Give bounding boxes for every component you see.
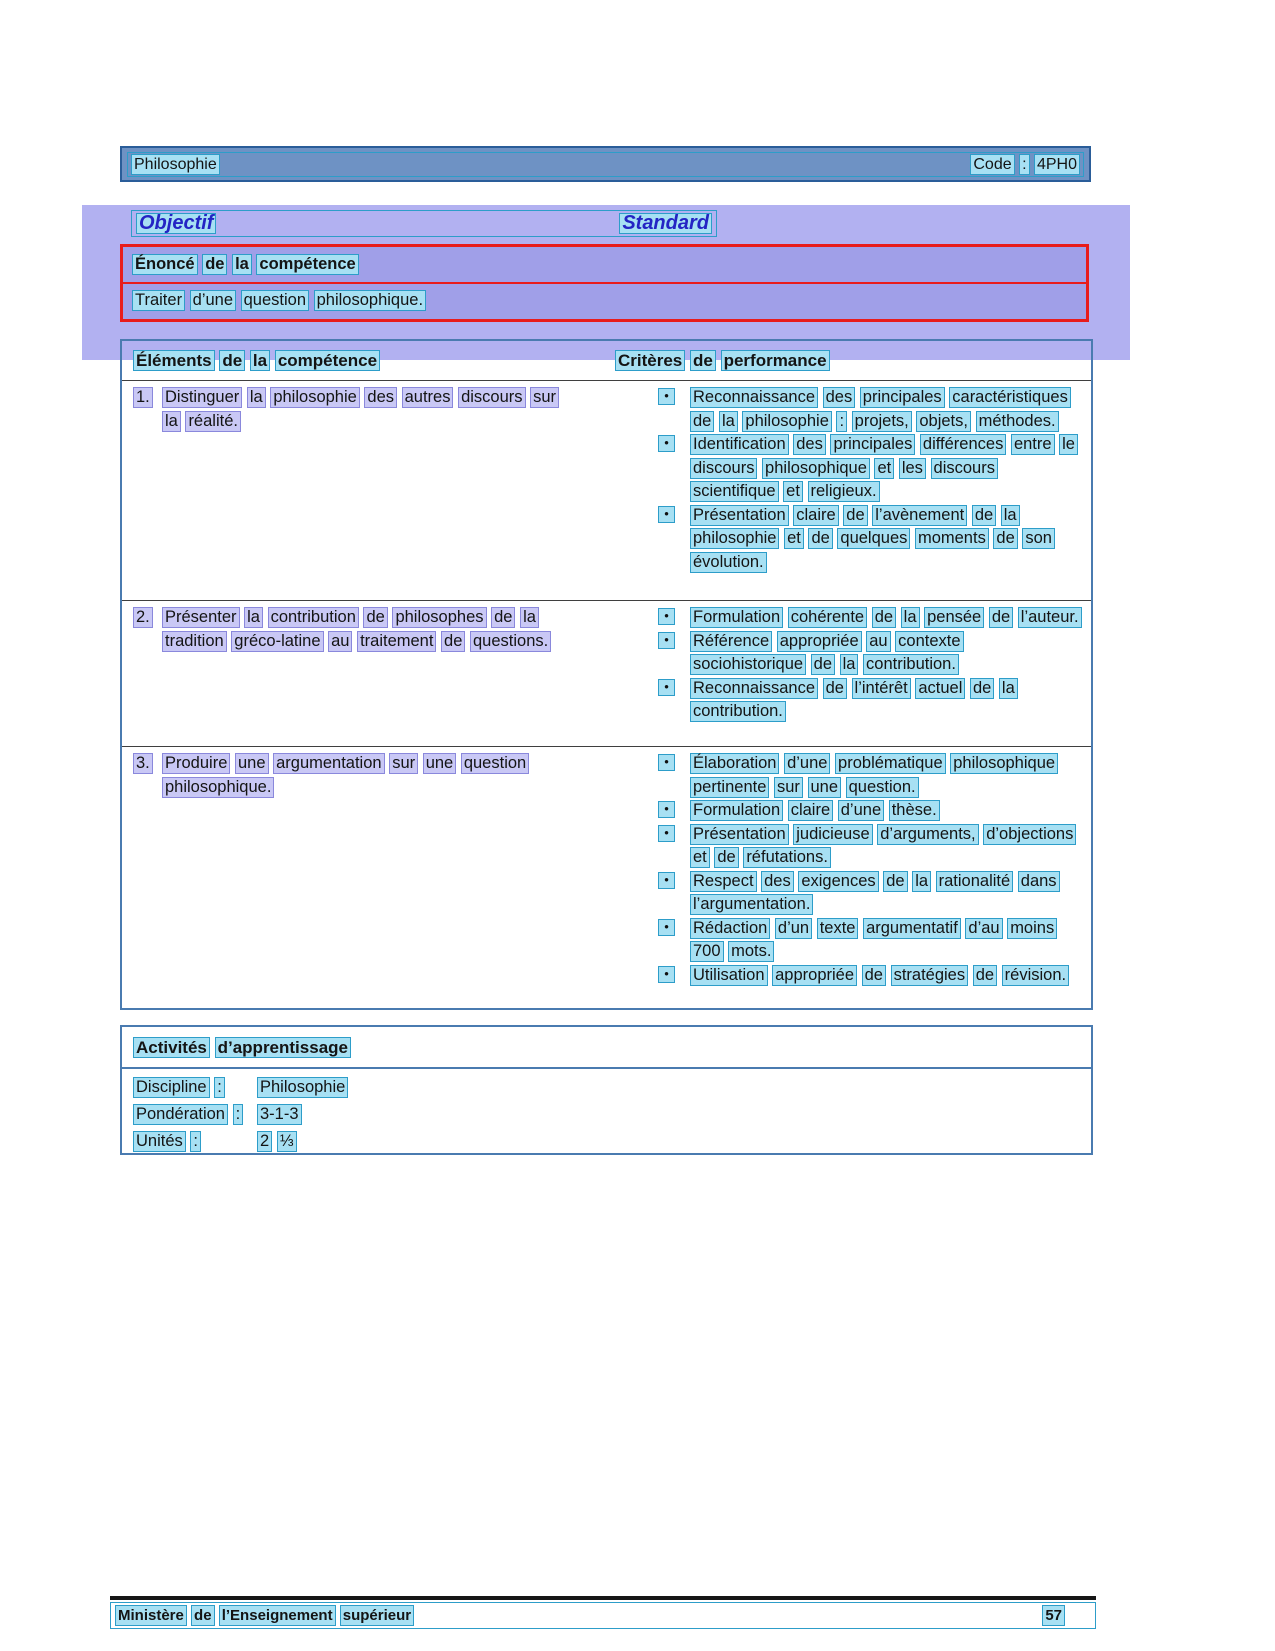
table-row <box>122 600 1091 746</box>
criteres-list <box>656 386 1083 574</box>
row-number: 3. <box>133 752 153 776</box>
element-item <box>133 752 576 799</box>
criterion-item <box>656 823 1083 870</box>
discipline-value: Philosophie <box>257 1074 348 1101</box>
table-row <box>122 381 1091 600</box>
element-cell <box>122 381 604 600</box>
activities-body <box>122 1069 1091 1155</box>
activities-title: Activités d’apprentissage <box>133 1037 351 1058</box>
ponderation-label: Pondération : <box>133 1101 257 1128</box>
elements-header-cell <box>122 350 604 371</box>
criterion-text: Identification des principales différences entre le discours philosophique et les discours scientifique et religieux. <box>690 435 1078 500</box>
element-item <box>133 606 576 653</box>
footer-rule <box>110 1596 1096 1600</box>
unites-value: 2 ⅓ <box>257 1128 297 1155</box>
activities-box <box>120 1025 1093 1155</box>
discipline-label: Discipline : <box>133 1074 257 1101</box>
objectif-standard-banner <box>82 205 1130 360</box>
criterion-item <box>656 964 1083 988</box>
criterion-text: Reconnaissance de l’intérêt actuel de la contribution. <box>690 679 1018 721</box>
criteres-cell <box>604 601 1091 746</box>
enonce-statement: Traiter d’une question philosophique. <box>132 290 426 311</box>
banner-heading-row <box>131 210 717 237</box>
criterion-text: Référence appropriée au contexte sociohistorique de la contribution. <box>690 632 964 674</box>
criteres-list <box>656 606 1083 724</box>
document-header-bar <box>120 146 1091 182</box>
ponderation-value: 3-1-3 <box>257 1101 302 1128</box>
activity-line <box>133 1101 1080 1128</box>
criterion-text: Reconnaissance des principales caractéristiques de la philosophie : projets, objets, méthodes. <box>690 388 1071 430</box>
criterion-text: Présentation judicieuse d’arguments, d’objections et de réfutations. <box>690 825 1076 867</box>
element-item <box>133 386 576 433</box>
bullet-icon: • <box>658 919 675 936</box>
activity-line <box>133 1128 1080 1155</box>
activity-line <box>133 1074 1080 1101</box>
criterion-item <box>656 752 1083 799</box>
bullet-icon: • <box>658 801 675 818</box>
element-text: Produire une argumentation sur une question philosophique. <box>162 754 529 796</box>
criterion-item <box>656 606 1083 630</box>
criterion-text: Rédaction d’un texte argumentatif d’au moins 700 mots. <box>690 919 1057 961</box>
bullet-icon: • <box>658 872 675 889</box>
enonce-box <box>120 244 1089 322</box>
enonce-title: Énoncé de la compétence <box>132 254 359 275</box>
enonce-title-row <box>123 247 1086 282</box>
criteres-header: Critères de performance <box>615 351 830 370</box>
criterion-text: Présentation claire de l’avènement de la philosophie et de quelques moments de son évolution. <box>690 506 1055 571</box>
bullet-icon: • <box>658 679 675 696</box>
doc-title: Philosophie <box>131 154 220 175</box>
criteres-list <box>656 752 1083 987</box>
criterion-item <box>656 799 1083 823</box>
criterion-item <box>656 386 1083 433</box>
criteres-cell <box>604 747 1091 1008</box>
table-header-row <box>122 341 1091 381</box>
objectif-heading: Objectif <box>136 212 216 235</box>
doc-code: Code : 4PH0 <box>970 154 1080 175</box>
criterion-item <box>656 504 1083 575</box>
criterion-item <box>656 630 1083 677</box>
unites-label: Unités : <box>133 1128 257 1155</box>
criterion-text: Respect des exigences de la rationalité dans l’argumentation. <box>690 872 1060 914</box>
bullet-icon: • <box>658 754 675 771</box>
bullet-icon: • <box>658 632 675 649</box>
row-number: 1. <box>133 386 153 410</box>
criterion-item <box>656 677 1083 724</box>
enonce-statement-row <box>123 282 1086 317</box>
criterion-item <box>656 870 1083 917</box>
criterion-text: Formulation claire d’une thèse. <box>690 801 940 819</box>
criteres-header-cell <box>604 350 1091 371</box>
ministry-text: Ministère de l’Enseignement supérieur <box>115 1605 414 1626</box>
bullet-icon: • <box>658 608 675 625</box>
row-number: 2. <box>133 606 153 630</box>
element-text: Distinguer la philosophie des autres discours sur la réalité. <box>162 388 559 430</box>
criterion-text: Élaboration d’une problématique philosophique pertinente sur une question. <box>690 754 1058 796</box>
element-cell <box>122 747 604 1008</box>
bullet-icon: • <box>658 506 675 523</box>
criteres-cell <box>604 381 1091 600</box>
bullet-icon: • <box>658 435 675 452</box>
criterion-text: Utilisation appropriée de stratégies de révision. <box>690 966 1069 984</box>
bullet-icon: • <box>658 825 675 842</box>
competence-table <box>120 339 1093 1010</box>
activities-title-row <box>122 1027 1091 1069</box>
bullet-icon: • <box>658 966 675 983</box>
elements-header: Éléments de la compétence <box>133 351 380 370</box>
element-text: Présenter la contribution de philosophes de la tradition gréco-latine au traitement de questions. <box>162 608 551 650</box>
page-number: 57 <box>1042 1605 1065 1626</box>
criterion-item <box>656 433 1083 504</box>
header-line-box <box>127 152 1084 177</box>
footer <box>110 1602 1096 1629</box>
criterion-text: Formulation cohérente de la pensée de l’auteur. <box>690 608 1082 626</box>
bullet-icon: • <box>658 388 675 405</box>
criterion-item <box>656 917 1083 964</box>
standard-heading: Standard <box>619 212 712 235</box>
table-row <box>122 746 1091 1008</box>
element-cell <box>122 601 604 746</box>
